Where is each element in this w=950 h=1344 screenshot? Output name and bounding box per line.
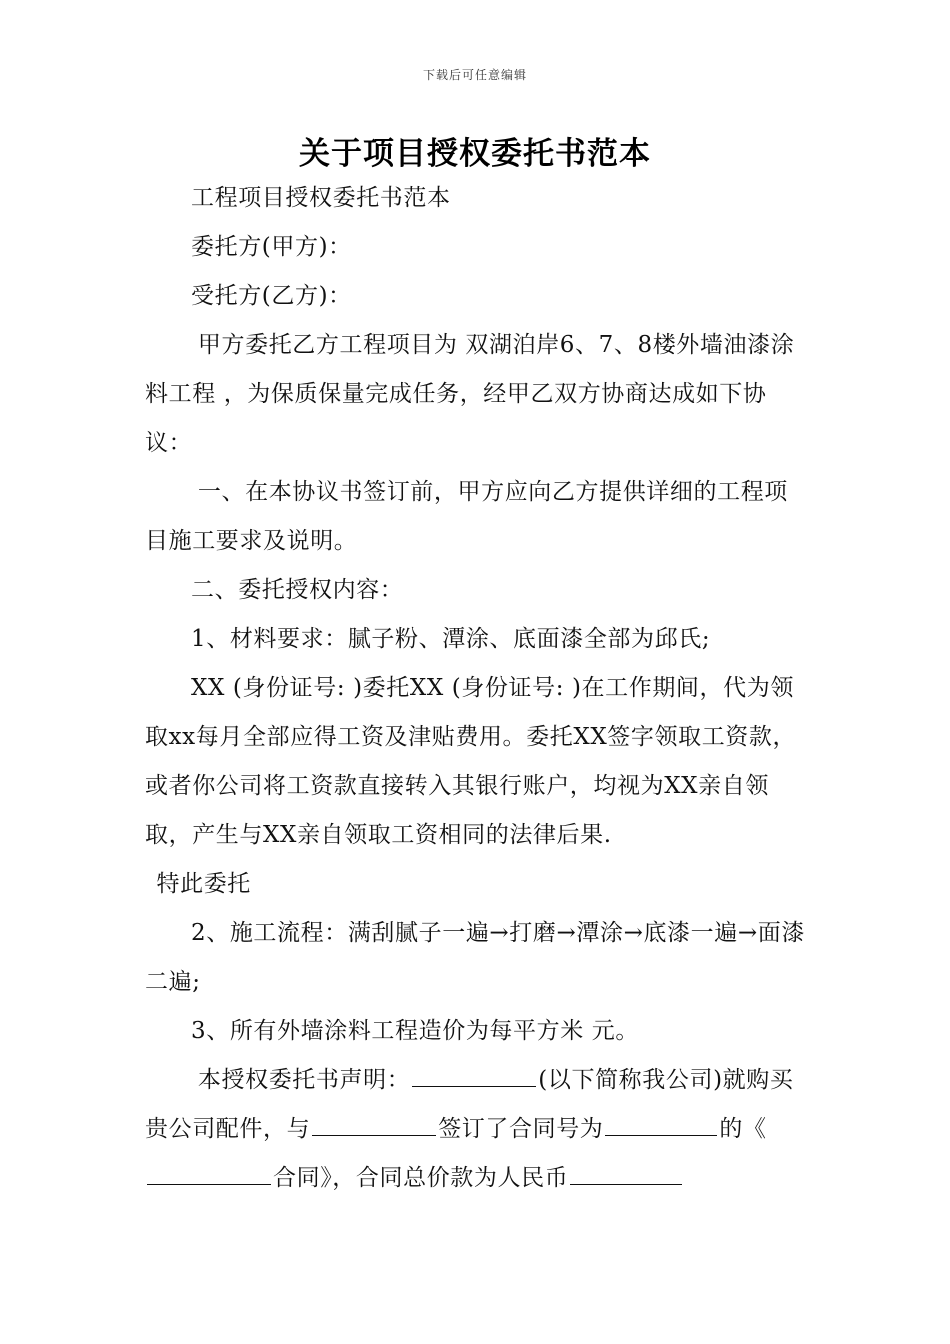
paragraph-project-cost: 3、所有外墙涂料工程造价为每平方米 元。 bbox=[191, 1018, 639, 1044]
paragraph-party-b: 受托方(乙方)： bbox=[191, 283, 352, 309]
paragraph-clause-one: 一、在本协议书签订前，甲方应向乙方提供详细的工程项目施工要求及说明。 bbox=[145, 479, 788, 554]
paragraph-wage-authorization: XX (身份证号: )委托XX (身份证号: )在工作期间，代为领取xx每月全部应得工资及津贴费用。委托XX签字领取工资款，或者你公司将工资款直接转入其银行账户，均视为XX亲自领取，产生与XX亲自领取工资相同的法律后果. bbox=[145, 675, 797, 848]
paragraph-material-requirements: 1、材料要求：腻子粉、潭涂、底面漆全部为邱氏; bbox=[191, 626, 711, 652]
paragraph-project-description: 甲方委托乙方工程项目为 双湖泊岸6、7、8楼外墙油漆涂料工程 ，为保质保量完成任务，经甲乙双方协商达成如下协议： bbox=[145, 332, 795, 456]
paragraph-declaration bbox=[145, 1056, 810, 1203]
paragraph-subtitle: 工程项目授权委托书范本 bbox=[191, 185, 451, 211]
document-body bbox=[145, 174, 810, 1203]
contract-amount-blank[interactable] bbox=[570, 1160, 682, 1185]
declaration-text-1: 本授权委托书声明： bbox=[197, 1067, 411, 1093]
counterparty-blank[interactable] bbox=[312, 1111, 436, 1136]
header-note: 下载后可任意编辑 bbox=[422, 68, 527, 82]
paragraph-hereby-entrust: 特此委托 bbox=[156, 871, 251, 897]
contract-name-blank[interactable] bbox=[147, 1160, 271, 1185]
contract-number-blank[interactable] bbox=[605, 1111, 717, 1136]
paragraph-construction-process: 2、施工流程：满刮腻子一遍→打磨→潭涂→底漆一遍→面漆二遍; bbox=[145, 920, 805, 995]
paragraph-party-a: 委托方(甲方)： bbox=[191, 234, 352, 260]
declaration-text-4: 的《 bbox=[719, 1116, 767, 1142]
declaration-text-2: (以下简称我公司)就购买贵公司配件，与 bbox=[145, 1067, 794, 1142]
company-name-blank[interactable] bbox=[412, 1062, 536, 1087]
declaration-text-3: 签订了合同号为 bbox=[438, 1116, 604, 1142]
declaration-text-5: 合同》，合同总价款为人民币 bbox=[273, 1165, 569, 1191]
document-title: 关于项目授权委托书范本 bbox=[299, 136, 651, 172]
paragraph-clause-two: 二、委托授权内容： bbox=[191, 577, 404, 603]
